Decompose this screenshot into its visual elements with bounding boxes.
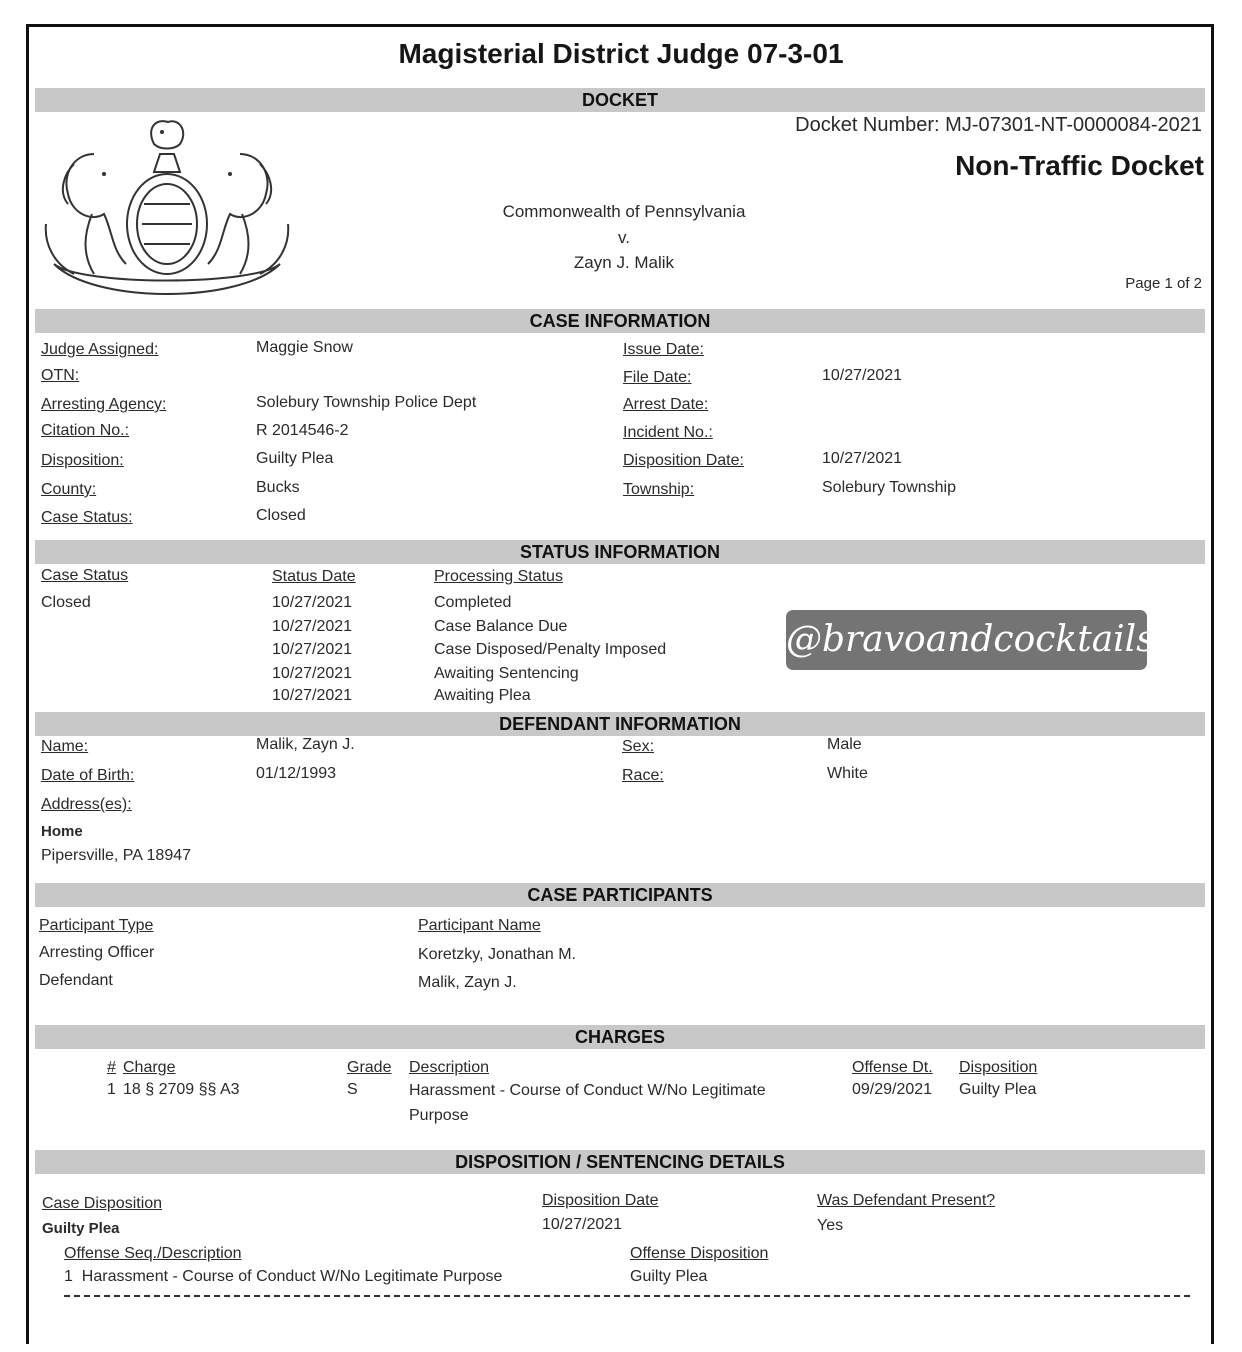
charge-statute: 18 § 2709 §§ A3 xyxy=(123,1081,240,1098)
status-row-date: 10/27/2021 xyxy=(272,641,353,658)
arrest-date-label: Arrest Date: xyxy=(623,396,709,413)
defendant-present-label: Was Defendant Present? xyxy=(817,1192,996,1209)
charge-disposition: Guilty Plea xyxy=(959,1081,1037,1098)
address-label: Address(es): xyxy=(41,796,132,813)
case-status-label: Case Status: xyxy=(41,509,133,526)
dashed-divider xyxy=(64,1295,1190,1297)
county-value: Bucks xyxy=(256,479,300,496)
township-label: Township: xyxy=(623,481,695,498)
charges-col-offense-dt: Offense Dt. xyxy=(852,1059,933,1076)
charges-bar: CHARGES xyxy=(35,1025,1205,1049)
address-value: Pipersville, PA 18947 xyxy=(41,847,192,864)
incident-no-label: Incident No.: xyxy=(623,424,713,441)
sex-label: Sex: xyxy=(622,738,655,755)
sentencing-disposition-date-label: Disposition Date xyxy=(542,1192,659,1209)
case-participants-bar: CASE PARTICIPANTS xyxy=(35,883,1205,907)
address-type: Home xyxy=(41,823,83,840)
race-label: Race: xyxy=(622,767,664,784)
dob-value: 01/12/1993 xyxy=(256,765,337,782)
defendant-information-bar: DEFENDANT INFORMATION xyxy=(35,712,1205,736)
charge-description-line1: Harassment - Course of Conduct W/No Legitimate xyxy=(409,1082,766,1099)
charge-grade: S xyxy=(347,1081,358,1098)
disposition-label: Disposition: xyxy=(41,452,124,469)
participant-name-header: Participant Name xyxy=(418,917,541,934)
sex-value: Male xyxy=(827,736,862,753)
charge-num: 1 xyxy=(107,1081,116,1098)
charges-col-grade: Grade xyxy=(347,1059,392,1076)
arresting-agency-value: Solebury Township Police Dept xyxy=(256,394,477,411)
status-row-status: Completed xyxy=(434,594,512,611)
participant-name: Koretzky, Jonathan M. xyxy=(418,946,576,963)
judge-assigned-value: Maggie Snow xyxy=(256,339,353,356)
status-case-status-value: Closed xyxy=(41,594,91,611)
offense-disposition-label: Offense Disposition xyxy=(630,1245,769,1262)
docket-type: Non-Traffic Docket xyxy=(955,150,1204,181)
disposition-value: Guilty Plea xyxy=(256,450,334,467)
charges-col-description: Description xyxy=(409,1059,490,1076)
caption-v: v. xyxy=(618,228,630,247)
charges-col-charge: Charge xyxy=(123,1059,176,1076)
sentencing-disposition-date-value: 10/27/2021 xyxy=(542,1216,623,1233)
charge-offense-date: 09/29/2021 xyxy=(852,1081,933,1098)
caption-defendant: Zayn J. Malik xyxy=(573,253,675,272)
page-indicator: Page 1 of 2 xyxy=(1125,275,1202,292)
status-row-status: Case Disposed/Penalty Imposed xyxy=(434,641,667,658)
defendant-present-value: Yes xyxy=(817,1217,844,1234)
case-disposition-label: Case Disposition xyxy=(42,1195,163,1212)
file-date-label: File Date: xyxy=(623,369,692,386)
sentencing-bar: DISPOSITION / SENTENCING DETAILS xyxy=(35,1150,1205,1174)
charge-description-line2: Purpose xyxy=(409,1107,469,1124)
case-status-value: Closed xyxy=(256,507,306,524)
race-value: White xyxy=(827,765,868,782)
county-label: County: xyxy=(41,481,97,498)
disposition-date-label: Disposition Date: xyxy=(623,452,744,469)
citation-value: R 2014546-2 xyxy=(256,422,349,439)
participant-type: Arresting Officer xyxy=(39,944,155,961)
township-value: Solebury Township xyxy=(822,479,957,496)
status-row-status: Case Balance Due xyxy=(434,618,568,635)
status-row-status: Awaiting Plea xyxy=(434,687,531,704)
participant-type-header: Participant Type xyxy=(39,917,154,934)
arresting-agency-label: Arresting Agency: xyxy=(41,396,167,413)
status-information-bar: STATUS INFORMATION xyxy=(35,540,1205,564)
status-col-case-status: Case Status xyxy=(41,567,129,584)
status-col-processing: Processing Status xyxy=(434,568,563,585)
offense-seq-value: 1 Harassment - Course of Conduct W/No Legitimate Purpose xyxy=(64,1268,503,1285)
participant-name: Malik, Zayn J. xyxy=(418,974,517,991)
judge-assigned-label: Judge Assigned: xyxy=(41,341,159,358)
otn-label: OTN: xyxy=(41,367,80,384)
defendant-name-label: Name: xyxy=(41,738,89,755)
citation-label: Citation No.: xyxy=(41,422,130,439)
dob-label: Date of Birth: xyxy=(41,767,135,784)
disposition-date-value: 10/27/2021 xyxy=(822,450,903,467)
status-row-date: 10/27/2021 xyxy=(272,665,353,682)
status-row-date: 10/27/2021 xyxy=(272,687,353,704)
status-row-date: 10/27/2021 xyxy=(272,594,353,611)
caption-plaintiff: Commonwealth of Pennsylvania xyxy=(502,202,746,221)
charges-col-num: # xyxy=(107,1059,116,1076)
offense-seq-label: Offense Seq./Description xyxy=(64,1245,242,1262)
participant-type: Defendant xyxy=(39,972,113,989)
watermark-handle: @bravoandcocktails_ xyxy=(786,610,1147,670)
offense-disposition-value: Guilty Plea xyxy=(630,1268,708,1285)
pennsylvania-seal-icon xyxy=(34,114,300,302)
status-row-date: 10/27/2021 xyxy=(272,618,353,635)
case-disposition-value: Guilty Plea xyxy=(42,1220,120,1237)
docket-bar: DOCKET xyxy=(35,88,1205,112)
issue-date-label: Issue Date: xyxy=(623,341,704,358)
status-row-status: Awaiting Sentencing xyxy=(434,665,579,682)
court-title: Magisterial District Judge 07-3-01 xyxy=(398,38,844,69)
case-information-bar: CASE INFORMATION xyxy=(35,309,1205,333)
file-date-value: 10/27/2021 xyxy=(822,367,903,384)
charges-col-disposition: Disposition xyxy=(959,1059,1038,1076)
status-col-status-date: Status Date xyxy=(272,568,356,585)
docket-number: Docket Number: MJ-07301-NT-0000084-2021 xyxy=(795,114,1202,136)
defendant-name-value: Malik, Zayn J. xyxy=(256,736,355,753)
